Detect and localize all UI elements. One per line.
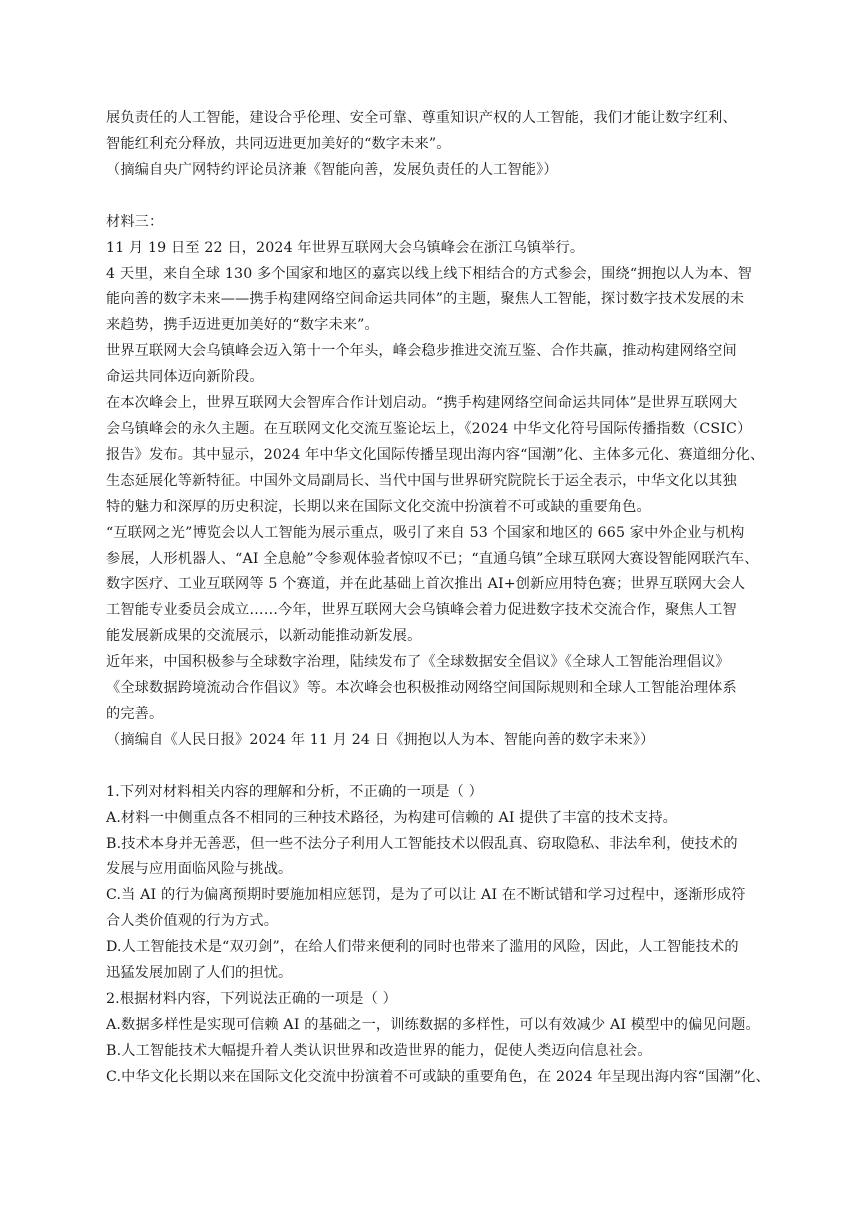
text-line: “互联网之光”博览会以人工智能为展示重点，吸引了来自 53 个国家和地区的 665 家中外企业与机构 — [106, 524, 745, 541]
option-b: B.技术本身并无善恶，但一些不法分子利用人工智能技术以假乱真、窃取隐私、非法牟利，使技术的 — [106, 835, 738, 852]
text-line: 11 月 19 日至 22 日，2024 年世界互联网大会乌镇峰会在浙江乌镇举行。 — [106, 239, 585, 256]
source-citation: （摘编自《人民日报》2024 年 11 月 24 日《拥抱以人为本、智能向善的数字未来》） — [106, 731, 655, 748]
questions-section — [106, 780, 786, 1091]
text-line: 工智能专业委员会成立……今年，世界互联网大会乌镇峰会着力促进数字技术交流合作，聚焦人工智 — [106, 602, 737, 619]
text-line: 能发展新成果的交流展示，以新动能推动新发展。 — [106, 628, 422, 645]
option-b-continued: 发展与应用面临风险与挑战。 — [106, 861, 293, 878]
text-line: 数字医疗、工业互联网等 5 个赛道，并在此基础上首次推出 AI+创新应用特色赛；世界互联网大会人 — [106, 576, 746, 593]
question-stem: 1.下列对材料相关内容的理解和分析，不正确的一项是（ ） — [106, 783, 483, 800]
option-a: A.数据多样性是实现可信赖 AI 的基础之一，训练数据的多样性，可以有效减少 AI 模型中的偏见问题。 — [106, 1016, 760, 1033]
document-page — [106, 106, 786, 1091]
material-three-section — [106, 210, 786, 754]
text-line: 能向善的数字未来——携手构建网络空间命运共同体”的主题，聚焦人工智能，探讨数字技术发展的未 — [106, 291, 745, 308]
text-line: 世界互联网大会乌镇峰会迈入第十一个年头，峰会稳步推进交流互鉴、合作共赢，推动构建网络空间 — [106, 343, 737, 360]
option-c: C.中华文化长期以来在国际文化交流中扮演着不可或缺的重要角色，在 2024 年呈现出海内容“国潮”化、 — [106, 1068, 770, 1085]
option-c: C.当 AI 的行为偏离预期时要施加相应惩罚，是为了可以让 AI 在不断试错和学习过程中，逐渐形成符 — [106, 887, 746, 904]
text-line: 特的魅力和深厚的历史积淀，长期以来在国际文化交流中扮演着不可或缺的重要角色。 — [106, 498, 651, 515]
text-line: 会乌镇峰会的永久主题。在互联网文化交流互鉴论坛上，《2024 中华文化符号国际传播指数（CSIC） — [106, 420, 752, 437]
text-line: 在本次峰会上，世界互联网大会智库合作计划启动。“携手构建网络空间命运共同体”是世界互联网大 — [106, 395, 738, 412]
text-line: 参展，人形机器人、“AI 全息舱”令参观体验者惊叹不已；“直通乌镇”全球互联网大赛设智能网联汽车、 — [106, 550, 759, 567]
option-b: B.人工智能技术大幅提升着人类认识世界和改造世界的能力，促使人类迈向信息社会。 — [106, 1042, 652, 1059]
text-line: 的完善。 — [106, 705, 164, 722]
question-stem: 2.根据材料内容，下列说法正确的一项是（ ） — [106, 991, 397, 1007]
text-line: 展负责任的人工智能，建设合乎伦理、安全可靠、尊重知识产权的人工智能，我们才能让数字红利、 — [106, 110, 737, 126]
paragraph-gap — [106, 754, 786, 780]
text-line: 近年来，中国积极参与全球数字治理，陆续发布了《全球数据安全倡议》《全球人工智能治理倡议》 — [106, 654, 730, 671]
option-d: D.人工智能技术是“双刃剑”，在给人们带来便利的同时也带来了滥用的风险，因此，人工智能技术的 — [106, 939, 739, 956]
paragraph-gap — [106, 184, 786, 210]
text-line: 来趋势，携手迈进更加美好的“数字未来”。 — [106, 317, 379, 334]
text-line: 《全球数据跨境流动合作倡议》等。本次峰会也积极推动网络空间国际规则和全球人工智能治理体系 — [106, 680, 737, 697]
intro-section — [106, 106, 786, 184]
option-d-continued: 迅猛发展加剧了人们的担忧。 — [106, 965, 293, 982]
section-heading: 材料三： — [106, 213, 164, 230]
text-line: 4 天里，来自全球 130 多个国家和地区的嘉宾以线上线下相结合的方式参会，围绕“拥抱以人为本、智 — [106, 265, 752, 282]
text-line: 命运共同体迈向新阶段。 — [106, 369, 264, 386]
text-line: 生态延展化等新特征。中国外文局副局长、当代中国与世界研究院院长于运全表示，中华文化以其独 — [106, 472, 737, 489]
option-a: A.材料一中侧重点各不相同的三种技术路径，为构建可信赖的 AI 提供了丰富的技术支持。 — [106, 809, 678, 826]
text-line: 报告》发布。其中显示，2024 年中华文化国际传播呈现出海内容“国潮”化、主体多元化、赛道细分化、 — [106, 446, 765, 463]
option-c-continued: 合人类价值观的行为方式。 — [106, 913, 279, 930]
source-citation: （摘编自央广网特约评论员济兼《智能向善，发展负责任的人工智能》） — [106, 161, 558, 178]
text-line: 智能红利充分释放，共同迈进更加美好的“数字未来”。 — [106, 135, 451, 152]
